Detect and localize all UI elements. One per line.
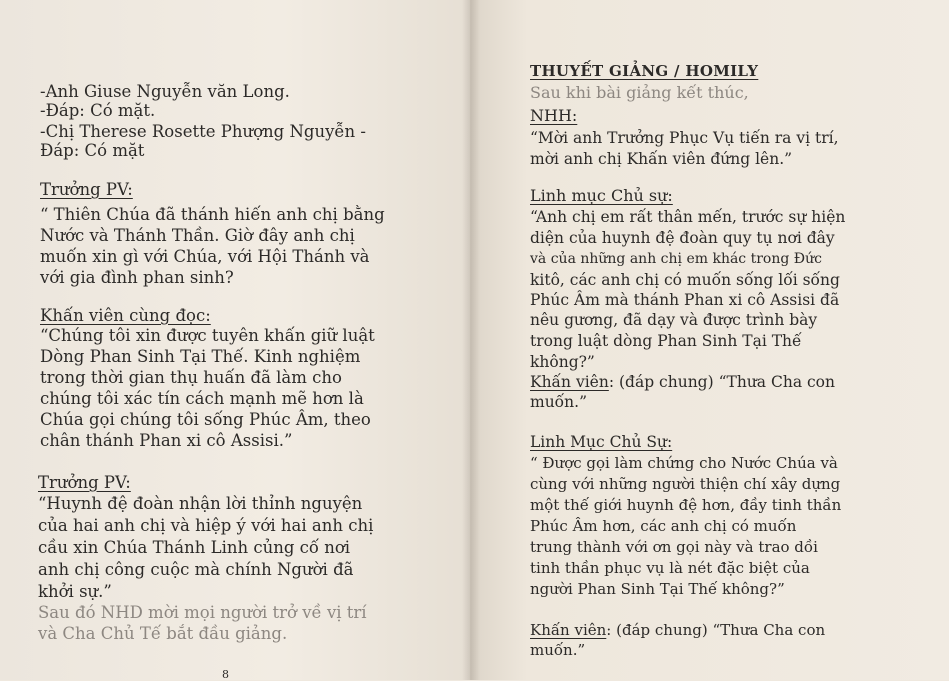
text-line: “Huynh đệ đoàn nhận lời thỉnh nguyện — [38, 494, 363, 513]
text-line: Sau khi bài giảng kết thúc, — [530, 83, 749, 102]
text-line: “Chúng tôi xin được tuyên khấn giữ luật — [40, 326, 375, 345]
text-line: “Anh chị em rất thân mến, trước sự hiện — [530, 208, 846, 226]
text-line: Sau đó NHD mời mọi người trở về vị trí — [38, 603, 367, 622]
text-line: tinh thần phục vụ là nét đặc biệt của — [530, 559, 810, 577]
text-line: không?” — [530, 353, 595, 371]
speaker-heading: Linh mục Chủ sự: — [530, 186, 673, 205]
text-line: muốn.” — [530, 393, 587, 411]
text-line: nêu gương, đã dạy và được trình bày — [530, 311, 818, 329]
text-line: Phúc Âm mà thánh Phan xi cô Assisi đã — [530, 291, 840, 309]
speaker-heading: Khấn viên cùng đọc: — [40, 306, 211, 325]
text-line: với gia đình phan sinh? — [40, 268, 234, 287]
text-line: Phúc Âm hơn, các anh chị có muốn — [530, 517, 797, 535]
text-line: Khấn viên: (đáp chung) “Thưa Cha con — [530, 621, 826, 639]
text-line: -Đáp: Có mặt. — [40, 101, 156, 120]
text-line: khởi sự.” — [38, 582, 112, 601]
text-line: -Anh Giuse Nguyễn văn Long. — [40, 82, 290, 101]
text-line: mời anh chị Khấn viên đứng lên.” — [530, 150, 793, 168]
text-line: một thế giới huynh đệ hơn, đầy tinh thần — [530, 496, 842, 514]
text-line: Dòng Phan Sinh Tại Thế. Kinh nghiệm — [40, 347, 361, 366]
speaker-heading: NHH: — [530, 106, 578, 125]
text-line: “ Được gọi làm chứng cho Nước Chúa và — [530, 454, 838, 472]
text-line: trong luật dòng Phan Sinh Tại Thế — [530, 332, 802, 350]
text-line: người Phan Sinh Tại Thế không?” — [530, 580, 785, 598]
text-line: cùng với những người thiện chí xây dựng — [530, 475, 841, 493]
text-line: “Mời anh Trưởng Phục Vụ tiến ra vị trí, — [530, 129, 839, 147]
speaker-heading: Trưởng PV: — [40, 180, 133, 199]
text-line: “ Thiên Chúa đã thánh hiến anh chị bằng — [40, 205, 385, 224]
speaker-label: Khấn viên — [530, 621, 607, 639]
text-line: và của những anh chị em khác trong Đức — [530, 251, 822, 267]
text-line: trung thành với ơn gọi này và trao dồi — [530, 538, 818, 556]
text-line: muốn xin gì với Chúa, với Hội Thánh và — [40, 247, 370, 266]
speaker-heading: Trưởng PV: — [38, 473, 131, 492]
speaker-label: Khấn viên — [530, 373, 609, 391]
text-line: chúng tôi xác tín cách mạnh mẽ hơn là — [40, 389, 364, 408]
text-line: muốn.” — [530, 641, 586, 659]
text-line: -Chị Therese Rosette Phượng Nguyễn - — [40, 122, 367, 141]
text-line: và Cha Chủ Tế bắt đầu giảng. — [38, 624, 288, 643]
text-line: Chúa gọi chúng tôi sống Phúc Âm, theo — [40, 410, 371, 429]
section-title: THUYẾT GIẢNG / HOMILY — [530, 62, 759, 80]
text-line: diện của huynh đệ đoàn quy tụ nơi đây — [530, 229, 835, 247]
text-line: của hai anh chị và hiệp ý với hai anh chị — [38, 516, 374, 535]
text-line: Khấn viên: (đáp chung) “Thưa Cha con — [530, 373, 835, 391]
text-line: Đáp: Có mặt — [40, 141, 145, 160]
page-number: 8 — [222, 668, 229, 681]
text-line: cầu xin Chúa Thánh Linh củng cố nơi — [38, 538, 351, 557]
speaker-heading: Linh Mục Chủ Sự: — [530, 433, 673, 451]
text-line: anh chị công cuộc mà chính Người đã — [38, 560, 354, 579]
text-line: Nước và Thánh Thần. Giờ đây anh chị — [40, 226, 355, 245]
book-gutter — [462, 0, 480, 680]
text-line: kitô, các anh chị có muốn sống lối sống — [530, 271, 840, 289]
text-line: trong thời gian thụ huấn đã làm cho — [40, 368, 342, 387]
text-line: chân thánh Phan xi cô Assisi.” — [40, 431, 293, 450]
